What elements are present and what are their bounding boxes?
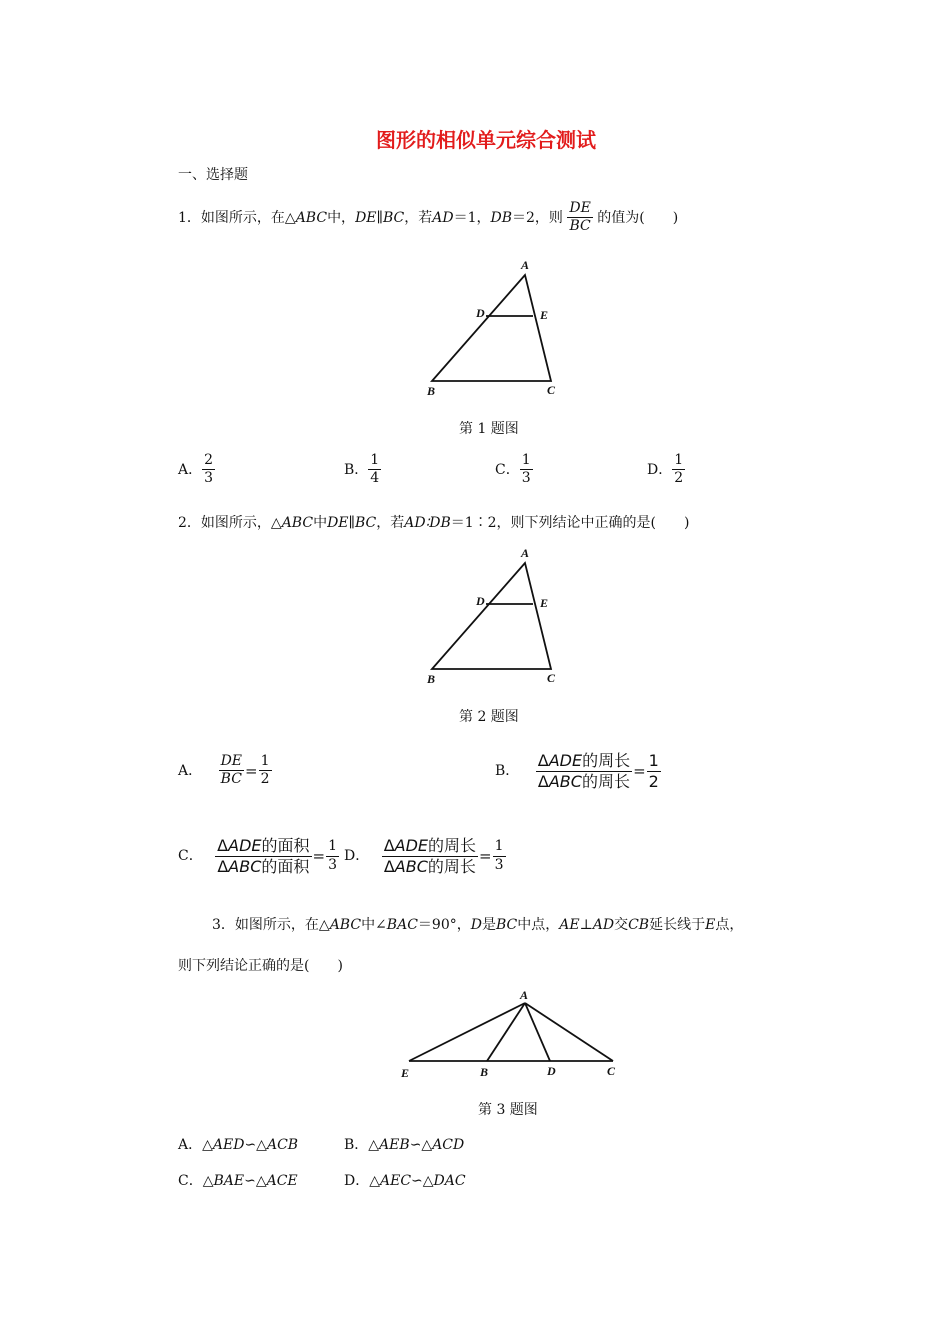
figure-2-caption: 第 2 题图 — [459, 709, 519, 725]
figure-3-triangle — [390, 982, 630, 1082]
question-2-stem: 2．如图所示，△ABC中DE∥BC，若AD∶DB＝1∶2，则下列结论中正确的是( ) — [178, 515, 690, 531]
q3-option-a[interactable]: A．△AED∽△ACB — [178, 1137, 299, 1153]
q1-option-d[interactable]: D． $\frac{1}{2}$ — [647, 452, 684, 487]
q2-option-a[interactable]: A． $\frac{DE}{BC}$ = $\frac{1}{2}$ — [178, 753, 270, 788]
label-c: C — [547, 671, 556, 685]
triangle-abc — [432, 563, 551, 669]
q3-option-d[interactable]: D．△AEC∽△DAC — [344, 1173, 466, 1189]
figure-3-caption: 第 3 题图 — [478, 1102, 538, 1118]
label-a: A — [521, 546, 530, 560]
q1-option-c[interactable]: C． $\frac{1}{3}$ — [495, 452, 531, 487]
label-d: D — [476, 306, 485, 320]
q2-option-c[interactable]: C． $\frac{\text{ΔADE的面积}}{\text{ΔABC的面积}}$ = $\frac{1}{3}$ — [178, 836, 338, 876]
figure-1-caption: 第 1 题图 — [459, 421, 519, 437]
q2-option-d[interactable]: D． $\frac{\text{ΔADE的周长}}{\text{ΔABC的周长}}$ = $\frac{1}{3}$ — [344, 836, 504, 876]
label-c: C — [607, 1064, 616, 1078]
segment-ae — [409, 1003, 525, 1061]
label-c: C — [547, 383, 556, 397]
label-d: D — [547, 1064, 556, 1078]
label-d: D — [476, 594, 485, 608]
figure-2-triangle — [410, 538, 580, 693]
label-e: E — [540, 596, 549, 610]
figure-1-triangle — [410, 250, 580, 405]
label-a: A — [521, 258, 530, 272]
label-b: B — [427, 672, 436, 686]
question-1-stem: 1．如图所示，在△ABC中，DE∥BC，若AD＝1，DB＝2，则 $\frac{DE}{BC}$ 的值为( ) — [178, 200, 679, 235]
q3-option-b[interactable]: B．△AEB∽△ACD — [344, 1137, 465, 1153]
page-title: 图形的相似单元综合测试 — [376, 128, 596, 152]
label-e: E — [540, 308, 549, 322]
triangle-abc — [432, 275, 551, 381]
q3-option-c[interactable]: C．△BAE∽△ACE — [178, 1173, 298, 1189]
question-3-stem-line2: 则下列结论正确的是( ) — [178, 958, 343, 974]
q1-option-a[interactable]: A． $\frac{2}{3}$ — [178, 452, 214, 487]
label-a: A — [520, 988, 529, 1002]
q1-option-b[interactable]: B． $\frac{1}{4}$ — [344, 452, 380, 487]
section-heading: 一、选择题 — [178, 167, 248, 183]
label-e: E — [401, 1066, 410, 1080]
question-3-stem-line1: 3．如图所示，在△ABC中∠BAC＝90°，D是BC中点，AE⊥AD交CB延长线于E点， — [212, 917, 744, 933]
label-b: B — [427, 384, 436, 398]
fraction-de-bc: $\frac{DE}{BC}$ — [569, 200, 591, 235]
label-b: B — [480, 1065, 489, 1079]
q2-option-b[interactable]: B． $\frac{\text{ΔADE的周长}}{\text{ΔABC的周长}}$ = $\frac{1}{2}$ — [495, 751, 659, 791]
